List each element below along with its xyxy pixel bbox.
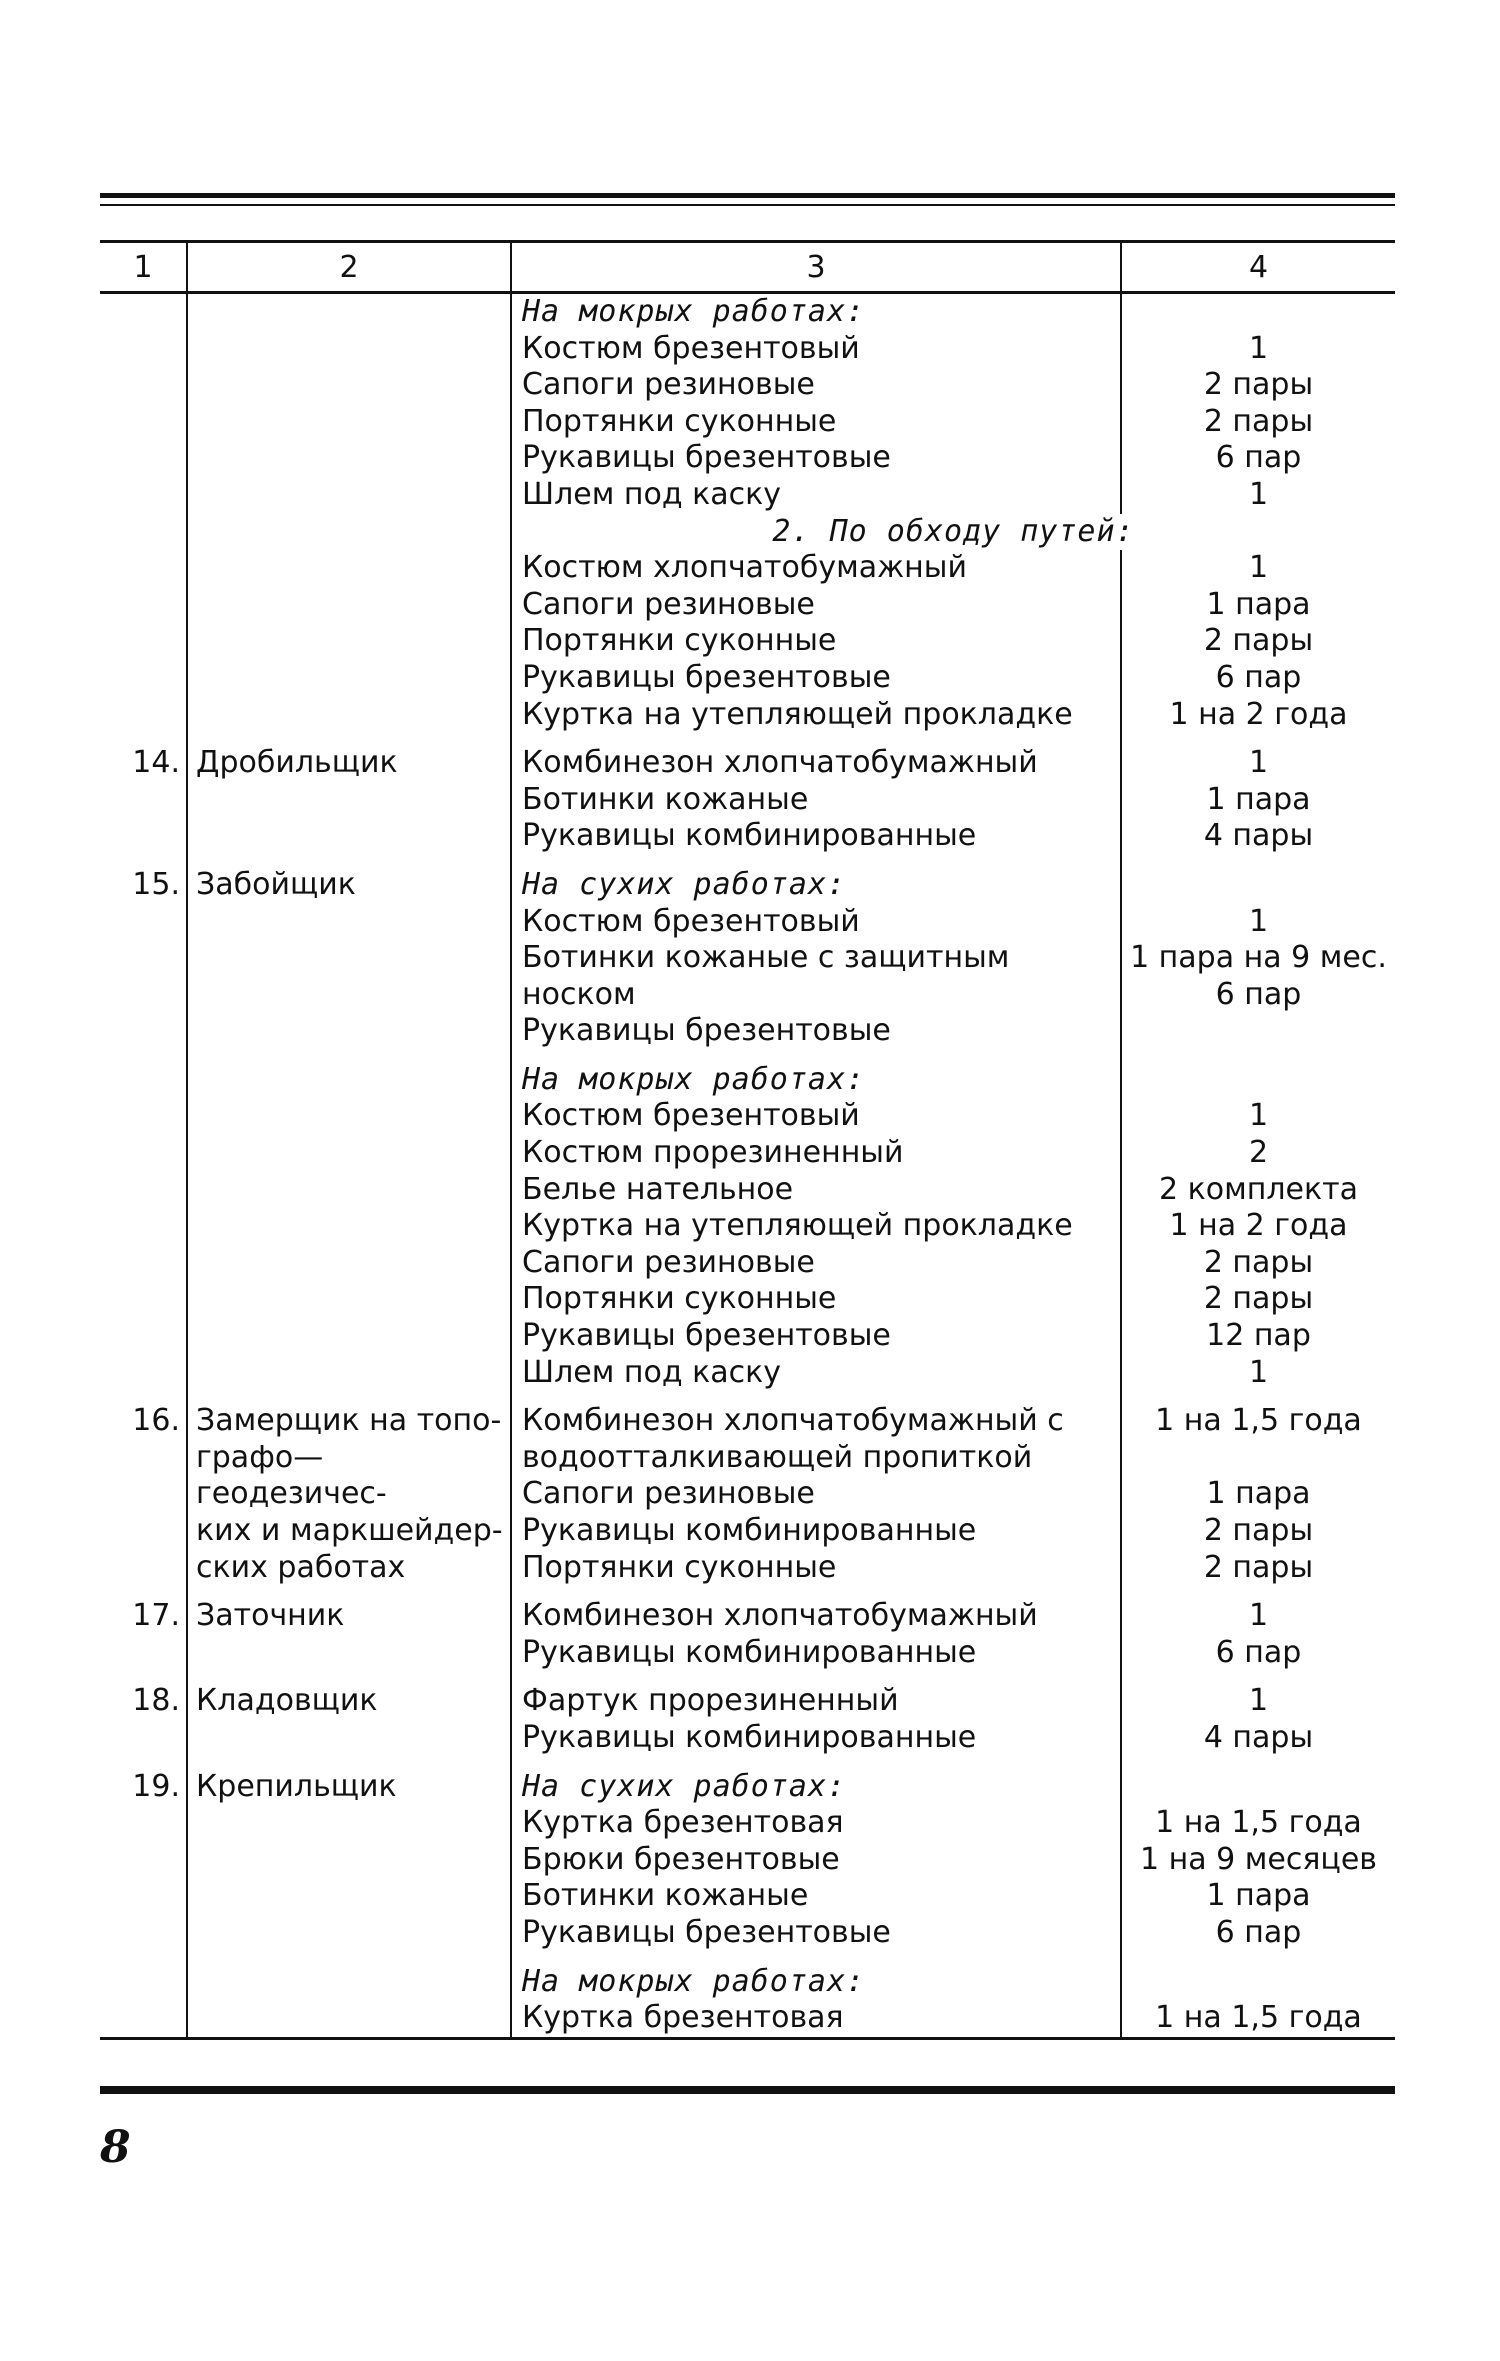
item-quantity [1122,1964,1395,2001]
row-gap [100,1671,1395,1683]
table-row [100,1769,1395,1952]
bottom-rule [100,2086,1395,2094]
item-quantity: 4 пары [1203,818,1314,854]
table-row [100,550,1395,733]
item-quantity: 4 пары [1203,1719,1314,1755]
row-gap [100,1757,1395,1769]
table-row [100,1598,1395,1671]
table-subheading-row [100,514,1395,551]
item-quantity: 1 на 2 года [1169,696,1348,732]
occupation [187,1964,511,2039]
row-number: 16. [132,1403,180,1439]
item-quantity: 1 на 2 года [1169,1208,1348,1244]
item-name: Рукавицы комбинированные [522,1719,977,1755]
item-quantity: 2 пары [1203,1549,1314,1585]
table-row [100,867,1395,1050]
item-name: Рукавицы брезентовые [522,1914,891,1950]
top-rule-thick [100,193,1395,198]
item-name: Рукавицы брезентовые [522,1318,891,1354]
item-quantity: 2 [1248,1135,1269,1171]
item-quantity: 12 пар [1206,1318,1311,1354]
item-quantity: 1 [1248,903,1269,939]
item-quantity: 1 пара [1206,1476,1311,1512]
item-name: Рукавицы комбинированные [522,1513,977,1548]
item-name: Куртка на утепляющей прокладке [522,696,1073,732]
item-quantity [1122,1769,1395,1806]
item-name: Куртка брезентовая [522,2000,844,2036]
protective-clothing-table [100,240,1395,2040]
item-name: Костюм брезентовый [522,330,860,366]
item-name: Фартук прорезиненный [522,1683,899,1719]
work-condition-heading: На мокрых работах: [522,1963,866,1999]
work-condition-heading: На сухих работах: [522,1768,847,1804]
item-name: Рукавицы брезентовые [522,659,891,695]
item-quantity [1122,867,1395,904]
item-name: Комбинезон хлопчатобумажный [522,745,1038,781]
item-name: Комбинезон хлопчатобумажный с [522,1403,1064,1439]
table-row [100,293,1395,514]
row-number: 17. [132,1598,180,1634]
item-quantity: 6 пар [1215,1914,1302,1950]
item-quantity: 1 [1248,1683,1269,1719]
page-number: 8 [100,2122,131,2173]
item-quantity: 2 комплекта [1159,1171,1358,1207]
item-name: водоотталкивающей пропиткой [522,1439,1033,1475]
row-number [100,293,187,514]
occupation [187,293,511,514]
work-condition-heading: На мокрых работах: [522,294,866,329]
occupation: Дробильщик [187,745,511,855]
item-name: Ботинки кожаные [522,781,809,817]
item-quantity: 2 пары [1203,1281,1314,1317]
item-quantity: 1 [1248,1598,1269,1634]
item-quantity: 1 пара [1206,586,1311,622]
item-name: Рукавицы брезентовые [522,1013,891,1049]
header-col-3: 3 [511,242,1121,293]
work-condition-heading: На мокрых работах: [522,1061,866,1097]
item-name: Портянки суконные [522,623,837,659]
item-quantity [1122,294,1395,331]
row-gap [100,1391,1395,1403]
item-name: Брюки брезентовые [522,1841,840,1877]
row-number [100,550,187,733]
item-quantity: 1 на 1,5 года [1155,2000,1362,2036]
item-quantity: 1 [1248,550,1269,586]
row-number: 18. [132,1683,180,1719]
header-col-2: 2 [187,242,511,293]
table-row [100,745,1395,855]
item-quantity: 1 на 9 месяцев [1140,1841,1377,1877]
item-quantity: 1 на 1,5 года [1155,1805,1362,1841]
item-name: Костюм брезентовый [522,1098,860,1134]
table-body [100,293,1395,2039]
item-quantity: 6 пар [1215,659,1302,695]
item-name: Портянки суконные [522,403,837,439]
item-name: Сапоги резиновые [522,1244,815,1280]
item-name: Сапоги резиновые [522,1476,815,1512]
item-name: Шлем под каску [522,476,781,512]
item-quantity [1122,1440,1395,1477]
item-quantity: 1 пара [1206,781,1311,817]
item-name: Ботинки кожаные с защитным носком [522,940,1010,1012]
item-quantity: 1 [1248,476,1269,512]
item-name: Рукавицы комбинированные [522,1634,977,1670]
item-quantity: 6 пар [1215,976,1302,1012]
table-row [100,1062,1395,1391]
occupation [187,550,511,733]
occupation [187,1062,511,1391]
item-quantity: 1 [1248,1354,1269,1390]
item-quantity: 2 пары [1203,367,1314,403]
item-name: Ботинки кожаные [522,1878,809,1914]
table-row [100,1964,1395,2039]
item-name: Костюм хлопчатобумажный [522,550,967,586]
table-row [100,1403,1395,1586]
item-name: Куртка брезентовая [522,1805,844,1841]
row-number: 14. [132,745,180,781]
table-header-row [100,242,1395,293]
item-quantity: 6 пар [1215,1634,1302,1670]
item-name: Костюм прорезиненный [522,1135,904,1171]
top-rule-thin [100,204,1395,206]
item-quantity: 1 [1248,745,1269,781]
item-quantity: 1 пара [1206,1878,1311,1914]
occupation: Кладовщик [187,1683,511,1756]
item-name: Костюм брезентовый [522,903,860,939]
occupation: Замерщик на топо- графо—геодезичес- ких и маркшейдер- ских работах [187,1403,511,1586]
item-name: Рукавицы брезентовые [522,440,891,476]
item-name: Белье нательное [522,1171,794,1207]
item-quantity: 2 пары [1203,403,1314,439]
item-name: Комбинезон хлопчатобумажный [522,1598,1038,1634]
item-quantity: 1 пара на 9 мес. [1130,940,1387,976]
row-gap [100,733,1395,745]
item-quantity: 1 [1248,1098,1269,1134]
occupation: Забойщик [187,867,511,1050]
row-gap [100,855,1395,867]
item-quantity: 2 пары [1203,623,1314,659]
row-number: 19. [132,1768,180,1804]
row-number [100,1062,187,1391]
item-quantity: 6 пар [1215,440,1302,476]
row-gap [100,1952,1395,1964]
item-name: Рукавицы комбинированные [522,818,977,854]
item-quantity: 1 [1248,330,1269,366]
occupation: Заточник [187,1598,511,1671]
section-subheading: 2. По обходу путей: [511,514,1395,551]
work-condition-heading: На сухих работах: [522,866,847,902]
row-number [100,1964,187,2039]
occupation: Крепильщик [187,1769,511,1952]
row-gap [100,1050,1395,1062]
table-row [100,1683,1395,1756]
item-name: Портянки суконные [522,1281,837,1317]
item-name: Шлем под каску [522,1354,781,1390]
item-name: Сапоги резиновые [522,586,815,622]
item-name: Сапоги резиновые [522,367,815,403]
item-name: Портянки суконные [522,1549,837,1585]
item-quantity: 2 пары [1203,1513,1314,1548]
item-name: Куртка на утепляющей прокладке [522,1208,1073,1244]
header-col-1: 1 [100,242,187,293]
item-quantity: 1 на 1,5 года [1155,1403,1362,1439]
row-number: 15. [132,866,180,902]
header-col-4: 4 [1121,242,1395,293]
row-gap [100,1586,1395,1598]
item-quantity: 2 пары [1203,1244,1314,1280]
item-quantity [1122,1062,1395,1099]
